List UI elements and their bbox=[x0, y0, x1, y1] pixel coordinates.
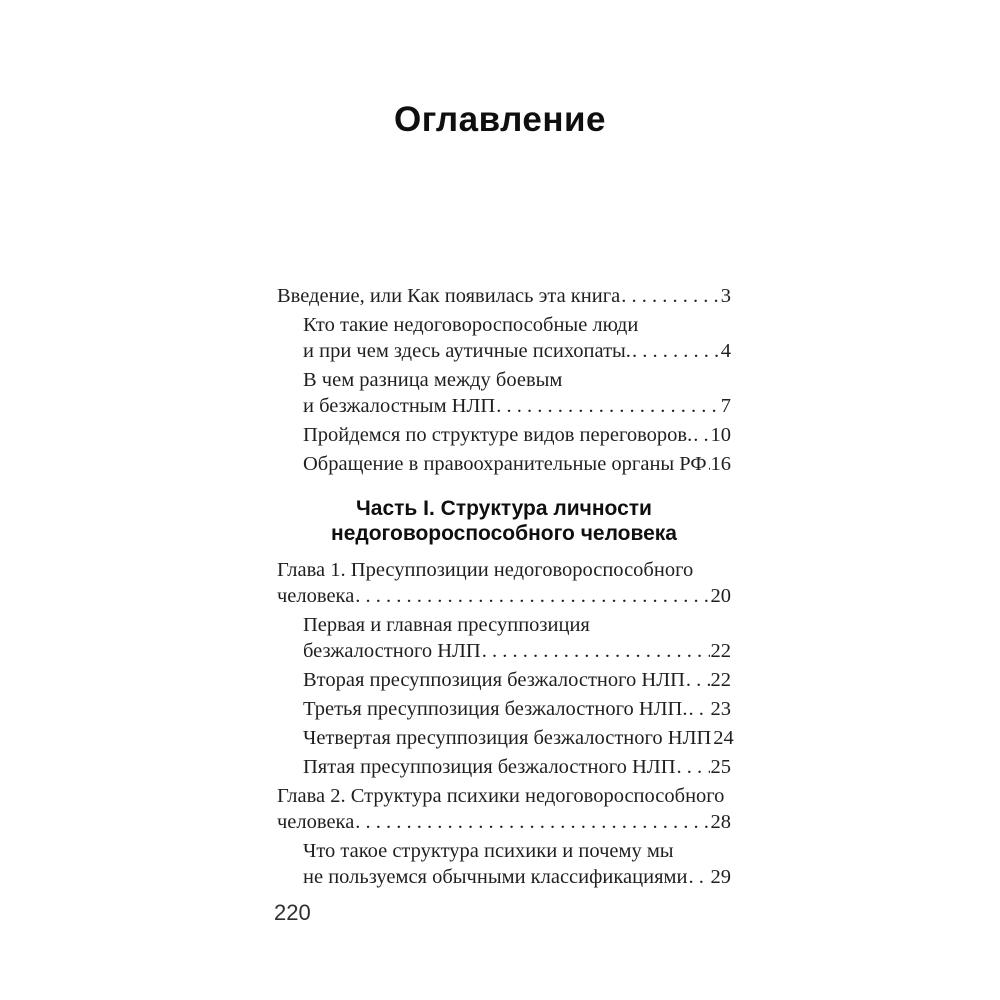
toc-entry-text: Введение, или Как появилась эта книга bbox=[277, 285, 621, 307]
dot-leader bbox=[355, 809, 709, 835]
dot-leader bbox=[688, 864, 709, 890]
toc-entry-line: Что такое структура психики и почему мы bbox=[303, 840, 674, 862]
toc-entry-last-line bbox=[277, 809, 731, 835]
toc-entry-line: Кто такие недоговороспособные люди bbox=[303, 314, 639, 336]
toc-entry-last-line bbox=[303, 451, 731, 477]
toc-entry-text: Пройдемся по структуре видов переговоров. bbox=[303, 424, 693, 446]
toc-entry-page-number: 20 bbox=[710, 585, 731, 607]
toc-entry-last-line bbox=[303, 754, 731, 780]
toc-entry-page-number: 28 bbox=[710, 811, 731, 833]
toc-entry-text: и при чем здесь аутичные психопаты. bbox=[303, 340, 631, 362]
toc-entry bbox=[277, 283, 731, 309]
toc-entry-line: Глава 2. Структура психики недоговороспособного bbox=[277, 785, 725, 807]
toc-list bbox=[277, 283, 734, 893]
dot-leader bbox=[686, 667, 710, 693]
toc-entry bbox=[277, 754, 731, 780]
toc-entry-text: безжалостного НЛП bbox=[303, 640, 481, 662]
toc-entry-last-line bbox=[303, 393, 731, 419]
toc-entry-text: Четвертая пресуппозиция безжалостного НЛП bbox=[303, 727, 712, 749]
toc-entry-page-number: 4 bbox=[720, 340, 731, 362]
toc-entry-last-line bbox=[303, 638, 731, 664]
toc-entry-page-number: 23 bbox=[710, 698, 731, 720]
toc-entry-last-line bbox=[303, 667, 731, 693]
toc-entry-page-number: 10 bbox=[710, 424, 731, 446]
toc-entry-page-number: 24 bbox=[713, 727, 734, 749]
toc-entry-last-line bbox=[303, 864, 731, 890]
toc-entry bbox=[277, 451, 731, 477]
dot-leader bbox=[693, 422, 709, 448]
toc-entry bbox=[277, 422, 731, 448]
dot-leader bbox=[355, 583, 709, 609]
toc-entry-line: Глава 1. Пресуппозиции недоговороспособного bbox=[277, 559, 694, 581]
toc-entry-last-line bbox=[277, 283, 731, 309]
dot-leader bbox=[482, 638, 710, 664]
toc-entry-text: Вторая пресуппозиция безжалостного НЛП bbox=[303, 669, 685, 691]
toc-entry-text: человека bbox=[277, 811, 355, 833]
toc-entry-last-line bbox=[303, 338, 731, 364]
part-heading-line: Часть I. Структура личности bbox=[356, 497, 652, 520]
toc-entry bbox=[277, 312, 731, 364]
toc-entry-last-line bbox=[303, 696, 731, 722]
dot-leader bbox=[677, 754, 710, 780]
dot-leader bbox=[688, 696, 709, 722]
toc-entry-line: В чем разница между боевым bbox=[303, 369, 563, 391]
part-heading bbox=[277, 497, 731, 546]
toc-entry-text: Обращение в правоохранительные органы РФ bbox=[303, 453, 707, 475]
toc-entry bbox=[277, 725, 734, 751]
dot-leader bbox=[496, 393, 720, 419]
toc-entry-page-number: 22 bbox=[710, 669, 731, 691]
toc-entry-text: Третья пресуппозиция безжалостного НЛП. bbox=[303, 698, 688, 720]
toc-entry bbox=[277, 557, 731, 609]
toc-entry-text: не пользуемся обычными классификациями bbox=[303, 866, 688, 888]
folio-page-number: 220 bbox=[274, 900, 311, 925]
toc-entry-page-number: 25 bbox=[710, 756, 731, 778]
toc-entry-last-line bbox=[303, 422, 731, 448]
part-heading-line: недоговороспособного человека bbox=[331, 521, 677, 545]
toc-entry-page-number: 16 bbox=[710, 453, 731, 475]
toc-entry bbox=[277, 612, 731, 664]
dot-leader bbox=[632, 338, 720, 364]
toc-entry-text: человека bbox=[277, 585, 355, 607]
toc-entry-line: Первая и главная пресуппозиция bbox=[303, 614, 590, 636]
page-title: Оглавление bbox=[393, 100, 607, 139]
toc-entry bbox=[277, 783, 731, 835]
dot-leader bbox=[708, 451, 710, 477]
toc-entry-page-number: 29 bbox=[710, 866, 731, 888]
toc-entry-page-number: 7 bbox=[720, 395, 731, 417]
toc-entry bbox=[277, 696, 731, 722]
dot-leader bbox=[621, 283, 720, 309]
toc-entry bbox=[277, 667, 731, 693]
toc-entry-last-line bbox=[277, 583, 731, 609]
toc-entry bbox=[277, 838, 731, 890]
toc-entry-page-number: 3 bbox=[720, 285, 731, 307]
toc-entry bbox=[277, 367, 731, 419]
toc-entry-text: и безжалостным НЛП bbox=[303, 395, 496, 417]
toc-entry-page-number: 22 bbox=[710, 640, 731, 662]
toc-entry-last-line bbox=[303, 725, 734, 751]
toc-entry-text: Пятая пресуппозиция безжалостного НЛП bbox=[303, 756, 676, 778]
